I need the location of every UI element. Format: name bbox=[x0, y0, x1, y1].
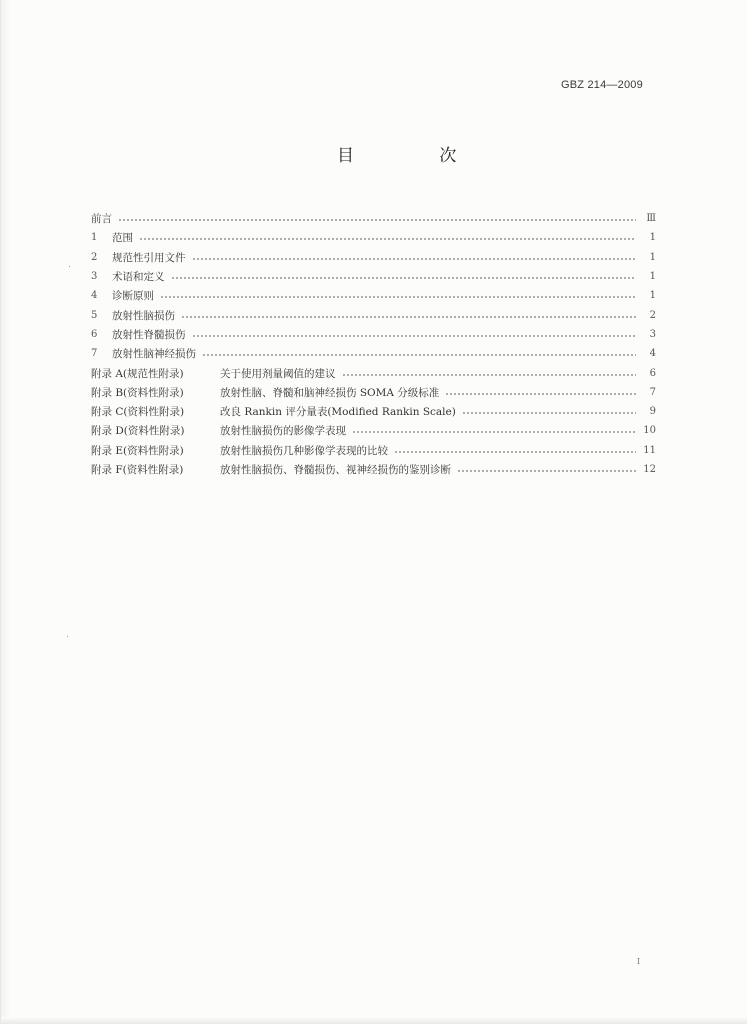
toc-entry-label: 术语和定义 bbox=[112, 271, 165, 284]
toc-annex-title: 关于使用剂量阈值的建议 bbox=[220, 367, 336, 380]
toc-entry-label: 前言 bbox=[91, 213, 112, 226]
toc-entry[interactable] bbox=[91, 325, 656, 344]
toc-entry-label: 放射性脑损伤 bbox=[112, 309, 175, 322]
toc-entry-number: 1 bbox=[91, 232, 98, 244]
toc-entry-page: 1 bbox=[649, 251, 656, 263]
toc-leader-dots bbox=[181, 316, 636, 318]
toc-leader-dots bbox=[192, 258, 637, 260]
toc-leader-dots bbox=[352, 431, 636, 433]
toc-annex-code: 附录 F(资料性附录) bbox=[91, 464, 184, 476]
toc-annex-code: 附录 C(资料性附录) bbox=[91, 406, 185, 419]
toc-entry-number: 3 bbox=[91, 271, 98, 283]
toc-annex-entry[interactable] bbox=[91, 441, 656, 460]
toc-entry-page: 1 bbox=[649, 271, 656, 283]
toc-entry-page: 3 bbox=[649, 328, 656, 340]
toc-entry-label: 范围 bbox=[112, 232, 133, 245]
toc-annex-code: 附录 A(规范性附录) bbox=[91, 367, 184, 380]
table-of-contents bbox=[91, 209, 656, 479]
toc-leader-dots bbox=[192, 335, 637, 337]
toc-annex-entry[interactable] bbox=[91, 460, 656, 479]
toc-entry[interactable] bbox=[91, 344, 656, 363]
toc-leader-dots bbox=[160, 296, 636, 298]
toc-entry[interactable] bbox=[91, 228, 656, 247]
toc-entry-page: 10 bbox=[643, 425, 656, 437]
toc-leader-dots bbox=[342, 374, 637, 376]
toc-annex-title: 放射性脑、脊髓和脑神经损伤 SOMA 分级标准 bbox=[220, 386, 440, 399]
toc-entry-number: 4 bbox=[91, 290, 98, 302]
toc-entry[interactable] bbox=[91, 267, 656, 286]
scan-speck bbox=[67, 636, 68, 637]
page-number: I bbox=[637, 957, 641, 966]
toc-entry-page: Ⅲ bbox=[646, 213, 656, 225]
toc-entry-page: 2 bbox=[649, 309, 656, 321]
toc-entry[interactable] bbox=[91, 248, 656, 267]
toc-entry-page: 12 bbox=[643, 464, 656, 475]
toc-annex-entry[interactable] bbox=[91, 421, 656, 440]
toc-leader-dots bbox=[118, 219, 636, 221]
toc-annex-code: 附录 E(资料性附录) bbox=[91, 444, 184, 457]
document-code: GBZ 214—2009 bbox=[561, 79, 643, 91]
toc-annex-title: 放射性脑损伤的影像学表现 bbox=[220, 425, 346, 438]
page-title: 目 次 bbox=[337, 146, 497, 166]
toc-entry-page: 6 bbox=[649, 367, 656, 379]
scan-speck bbox=[69, 266, 70, 267]
toc-annex-code: 附录 D(资料性附录) bbox=[91, 425, 185, 438]
toc-leader-dots bbox=[457, 470, 636, 472]
toc-entry-page: 11 bbox=[643, 444, 656, 456]
toc-entry-label: 放射性脑神经损伤 bbox=[112, 348, 196, 361]
toc-leader-dots bbox=[139, 238, 636, 240]
toc-entry-page: 1 bbox=[649, 232, 656, 244]
toc-annex-code: 附录 B(资料性附录) bbox=[91, 386, 184, 399]
toc-entry-number: 7 bbox=[91, 348, 98, 360]
toc-entry-page: 9 bbox=[649, 406, 656, 418]
toc-entry-page: 7 bbox=[649, 386, 656, 398]
page-edge-shadow bbox=[1, 0, 11, 1024]
toc-entry-label: 诊断原则 bbox=[112, 290, 154, 303]
toc-annex-entry[interactable] bbox=[91, 383, 656, 402]
toc-leader-dots bbox=[462, 412, 636, 414]
toc-entry-number: 2 bbox=[91, 251, 98, 263]
toc-entry-number: 6 bbox=[91, 328, 98, 340]
toc-annex-title: 改良 Rankin 评分量表(Modified Rankin Scale) bbox=[220, 406, 456, 419]
toc-annex-entry[interactable] bbox=[91, 363, 656, 382]
toc-entry-page: 4 bbox=[649, 348, 656, 360]
page-bottom-edge bbox=[1, 1017, 747, 1024]
toc-entry-number: 5 bbox=[91, 309, 98, 321]
toc-annex-title: 放射性脑损伤几种影像学表现的比较 bbox=[220, 444, 388, 457]
toc-annex-title: 放射性脑损伤、脊髓损伤、视神经损伤的鉴别诊断 bbox=[220, 464, 451, 476]
toc-entry[interactable] bbox=[91, 305, 656, 324]
toc-entry-label: 放射性脊髓损伤 bbox=[112, 328, 186, 341]
toc-entry[interactable] bbox=[91, 286, 656, 305]
toc-leader-dots bbox=[202, 354, 636, 356]
toc-annex-entry[interactable] bbox=[91, 402, 656, 421]
toc-entry-page: 1 bbox=[649, 290, 656, 302]
toc-entry-label: 规范性引用文件 bbox=[112, 251, 186, 264]
toc-entry-foreword[interactable] bbox=[91, 209, 656, 228]
toc-leader-dots bbox=[445, 393, 636, 395]
toc-leader-dots bbox=[171, 277, 637, 279]
toc-leader-dots bbox=[394, 451, 636, 453]
